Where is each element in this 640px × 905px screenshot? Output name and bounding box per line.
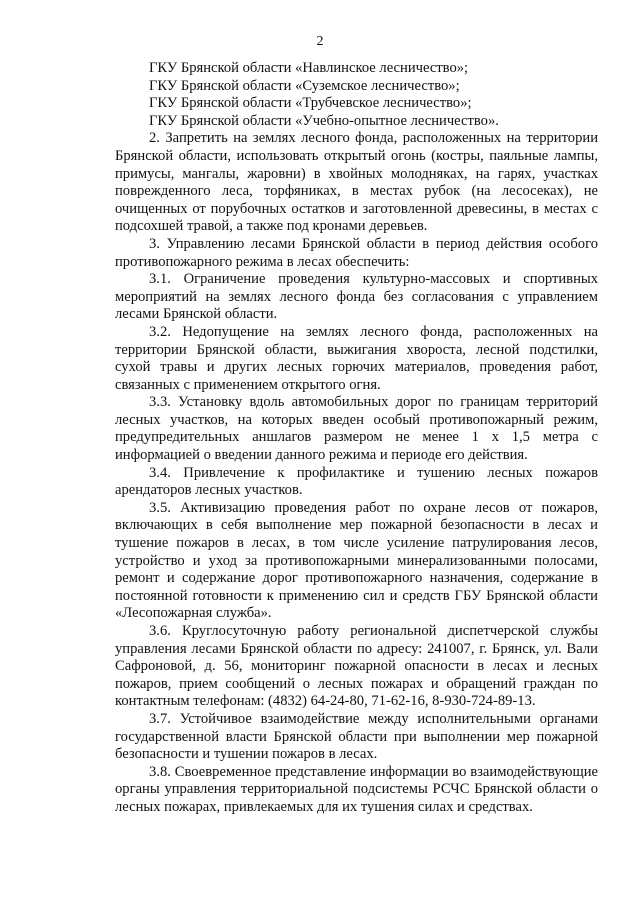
- paragraph-3-6: 3.6. Круглосуточную работу региональной диспетчерской службы управления лесами Брянской области по адресу: 241007, г. Брянск, ул. Вали Сафроновой, д. 56, мониторинг пожарной опасности в лесах и лесных пожаров, прием сообщений о лесных пожарах и обращений граждан по контактным телефонам: (4832) 64-24-80, 71-62-16, 8-930-724-89-13.: [115, 623, 598, 710]
- paragraph-3-2: 3.2. Недопущение на землях лесного фонда, расположенных на территории Брянской области, выжигания хвороста, лесной подстилки, сухой травы и других лесных горючих материалов, проведения работ, связанных с применением открытого огня.: [115, 323, 598, 393]
- paragraph-3-4: 3.4. Привлечение к профилактике и тушению лесных пожаров арендаторов лесных участков.: [115, 464, 598, 499]
- document-body: [115, 60, 598, 817]
- paragraph-2: 2. Запретить на землях лесного фонда, расположенных на территории Брянской области, использовать открытый огонь (костры, паяльные лампы, примусы, мангалы, жаровни) в хвойных молодняках, на гарях, участках поврежденного леса, торфяниках, в местах рубок (на лесосеках), не очищенных от порубочных остатков и заготовленной древесины, в местах с подсохшей травой, а также под кронами деревьев.: [115, 130, 598, 235]
- paragraph-3-8: 3.8. Своевременное представление информации во взаимодействующие органы управления территориальной подсистемы РСЧС Брянской области о лесных пожарах, привлекаемых для их тушения силах и средствах.: [115, 763, 598, 815]
- org-line-suzemskoe: ГКУ Брянской области «Суземское лесничество»;: [149, 77, 460, 94]
- paragraph-3-5: 3.5. Активизацию проведения работ по охране лесов от пожаров, включающих в себя выполнение мер пожарной безопасности в лесах и тушение пожаров в лесах, в том числе усиление патрулирования лесов, устройство и уход за противопожарными минерализованными полосами, ремонт и содержание дорог противопожарного назначения, содержание в постоянной готовности к применению сил и средств ГБУ Брянской области «Лесопожарная служба».: [115, 499, 598, 622]
- org-line-uchebno-opytnoe: ГКУ Брянской области «Учебно-опытное лесничество».: [149, 112, 499, 129]
- paragraph-3: 3. Управлению лесами Брянской области в период действия особого противопожарного режима в лесах обеспечить:: [115, 235, 598, 270]
- org-line-trubchevskoe: ГКУ Брянской области «Трубчевское лесничество»;: [149, 95, 472, 112]
- paragraph-3-1: 3.1. Ограничение проведения культурно-массовых и спортивных мероприятий на землях лесного фонда без согласования с управлением лесами Брянской области.: [115, 271, 598, 323]
- paragraph-3-7: 3.7. Устойчивое взаимодействие между исполнительными органами государственной власти Брянской области при выполнении мер пожарной безопасности и тушении пожаров в лесах.: [115, 710, 598, 763]
- paragraph-3-3: 3.3. Установку вдоль автомобильных дорог по границам территорий лесных участков, на которых введен особый противопожарный режим, предупредительных аншлагов размером не менее 1 х 1,5 метра с информацией о введении данного режима и периоде его действия.: [115, 394, 598, 464]
- page-number: 2: [316, 34, 324, 49]
- org-line-navlinskoe: ГКУ Брянской области «Навлинское лесничество»;: [149, 60, 469, 76]
